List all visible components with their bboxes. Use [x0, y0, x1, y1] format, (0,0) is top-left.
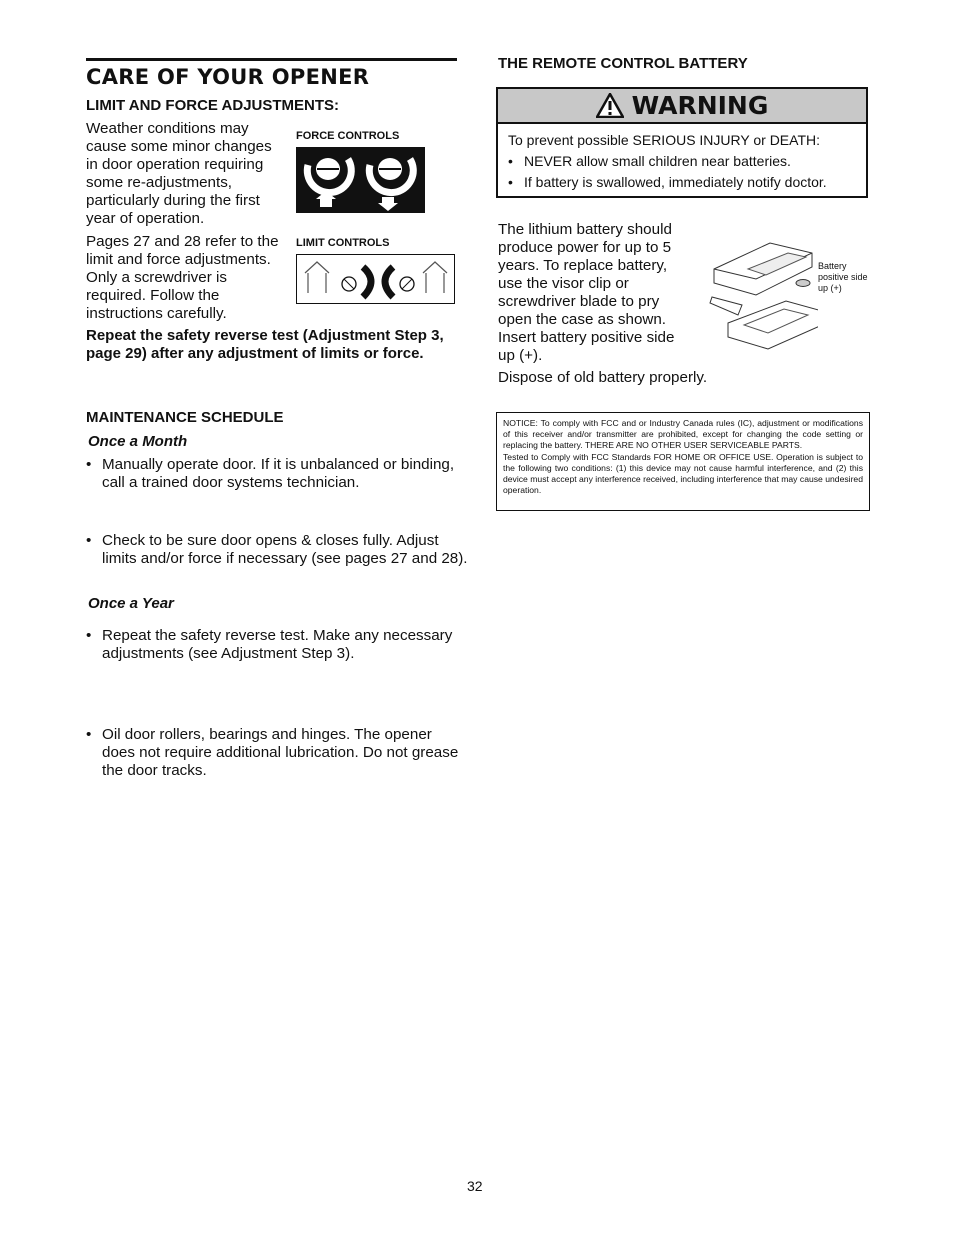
limit-dial-icon	[297, 255, 454, 303]
limit-force-para1: Weather conditions may cause some minor changes in door operation requiring some re-adjustments, particularly during the first year of operation.	[86, 120, 272, 227]
battery-callout: Battery positive side up (+)	[818, 261, 868, 293]
warning-intro: To prevent possible SERIOUS INJURY or DEATH:	[508, 132, 820, 148]
maintenance-heading: MAINTENANCE SCHEDULE	[86, 409, 284, 426]
warning-box	[496, 87, 868, 198]
dispose-text: Dispose of old battery properly.	[498, 369, 708, 386]
force-controls-label: FORCE CONTROLS	[296, 130, 400, 142]
once-a-month-label: Once a Month	[88, 433, 188, 450]
page-number: 32	[467, 1178, 483, 1194]
limit-controls-illustration	[296, 254, 455, 304]
limit-controls-label: LIMIT CONTROLS	[296, 237, 390, 249]
force-dial-icon	[296, 147, 425, 213]
limit-force-heading: LIMIT AND FORCE ADJUSTMENTS:	[86, 97, 340, 114]
warning-item-1: • NEVER allow small children near batteries.	[508, 151, 856, 172]
force-controls-illustration	[296, 147, 425, 213]
warning-title: WARNING	[631, 91, 769, 120]
battery-heading: THE REMOTE CONTROL BATTERY	[498, 55, 748, 72]
year-item-1: • Oil door rollers, bearings and hinges. The opener does not require additional lubrication. Do not grease the door tracks.	[86, 726, 468, 780]
safety-note: Repeat the safety reverse test (Adjustment Step 3, page 29) after any adjustment of limits or force.	[86, 327, 444, 362]
limit-force-para2: Pages 27 and 28 refer to the limit and force adjustments. Only a screwdriver is required. Follow the instructions carefully.	[86, 233, 279, 322]
warning-item-2: • If battery is swallowed, immediately notify doctor.	[508, 172, 856, 193]
month-item-1: • Manually operate door. If it is unbalanced or binding, call a trained door systems technician.	[86, 456, 468, 492]
month-item-3: • Repeat the safety reverse test. Make any necessary adjustments (see Adjustment Step 3).	[86, 627, 468, 663]
warning-header	[498, 89, 866, 124]
battery-text: The lithium battery should produce power for up to 5 years. To replace battery, use the visor clip or screwdriver blade to pry open the case as shown. Insert battery positive side up (+).	[498, 221, 675, 364]
notice-paragraph-1: NOTICE: To comply with FCC and or Industry Canada rules (IC), adjustment or modifications of this receiver and/or transmitter are prohibited, except for changing the code setting or replacing the battery. THERE ARE NO OTHER USER SERVICEABLE PARTS.	[503, 418, 863, 450]
warning-triangle-icon	[596, 93, 624, 118]
remote-battery-illustration	[708, 225, 818, 355]
page-title: CARE OF YOUR OPENER	[86, 58, 457, 89]
once-a-year-label: Once a Year	[88, 595, 174, 612]
fcc-notice	[496, 412, 870, 511]
notice-paragraph-2: Tested to Comply with FCC Standards FOR HOME OR OFFICE USE. Operation is subject to the following two conditions: (1) this device may not cause harmful interference, and (2) this device must accept any interference received, including interference that may cause undesired operation.	[503, 452, 863, 495]
month-item-2: • Check to be sure door opens & closes fully. Adjust limits and/or force if necessary (see pages 27 and 28).	[86, 532, 468, 568]
